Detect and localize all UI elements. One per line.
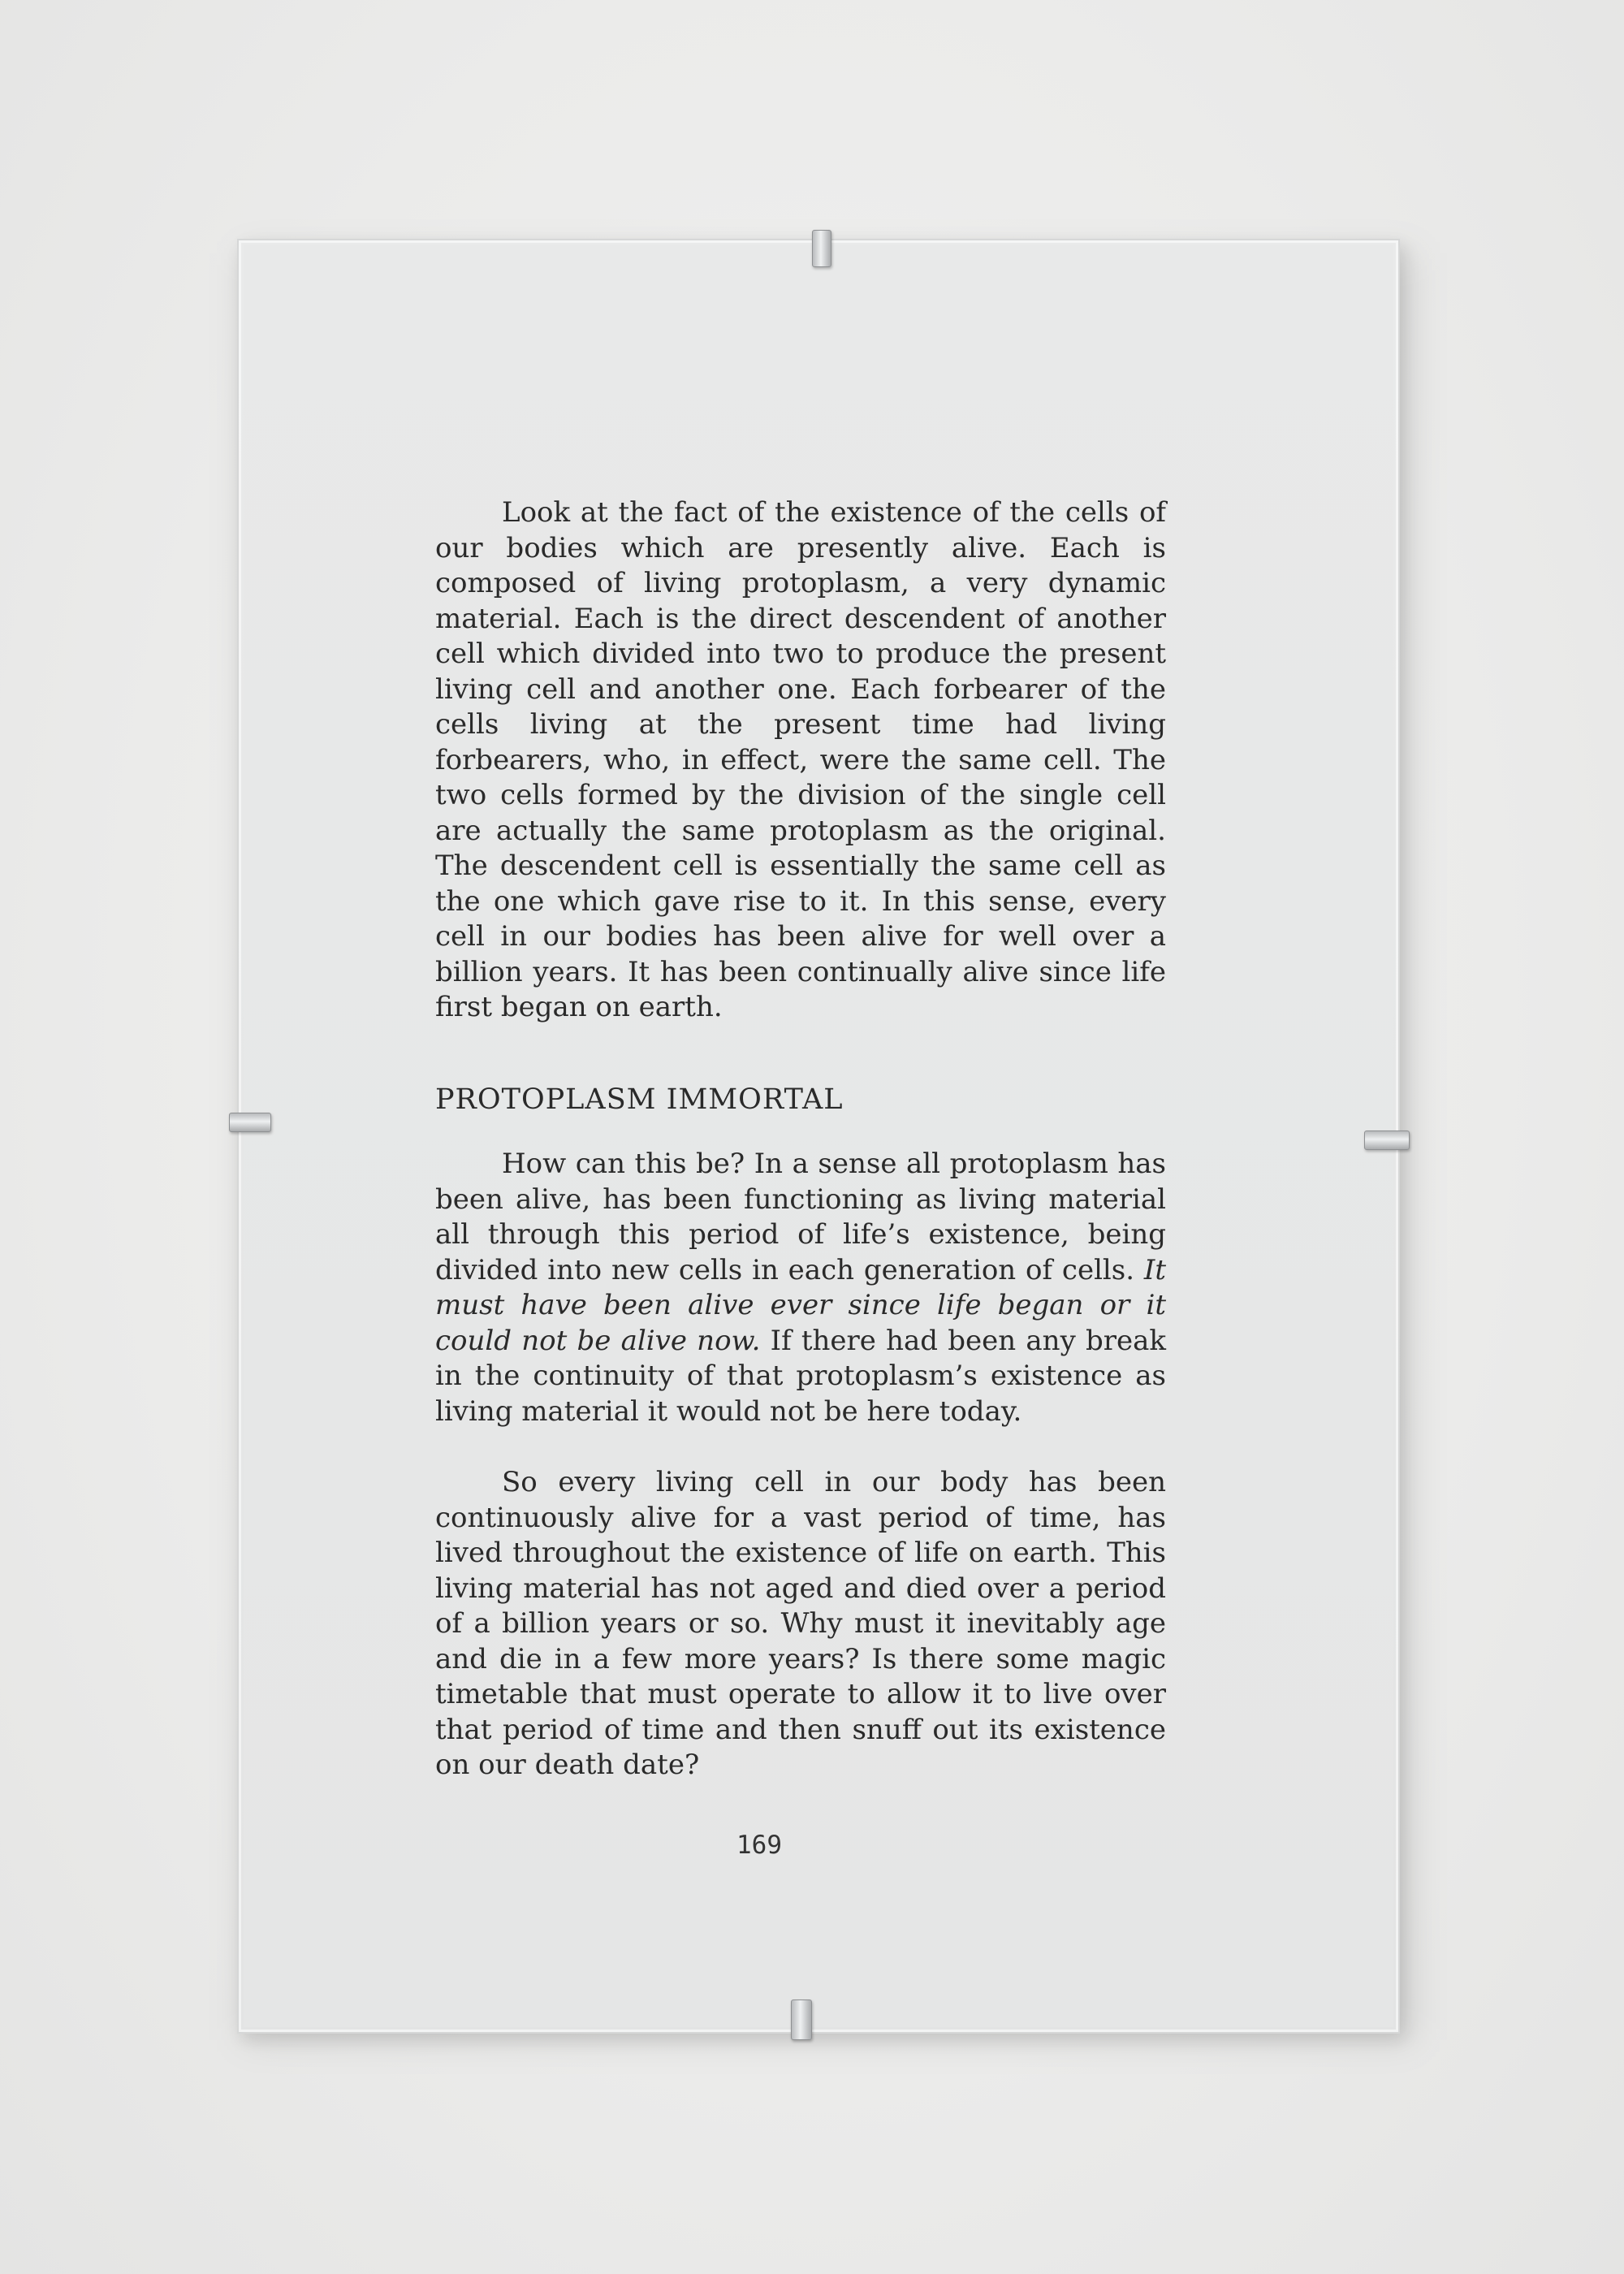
paragraph-2-end: If there had been any break in the continuity of that protoplasm’s existence as living material it would not be here today.: [435, 1324, 1166, 1428]
frame-clip-left: [229, 1113, 271, 1132]
section-heading: PROTOPLASM IMMORTAL: [435, 1083, 844, 1116]
frame-clip-right: [1364, 1131, 1410, 1150]
page-text: [435, 495, 1166, 1783]
frame-clip-top: [812, 230, 831, 267]
paragraph-2-italic: It must have been alive ever since life began or it could not be alive now.: [435, 1253, 1166, 1357]
page-number: 169: [736, 1831, 782, 1860]
frame-clip-bottom: [791, 1999, 812, 2040]
paragraph-2: [435, 1147, 1166, 1429]
paragraph-1: Look at the fact of the existence of the cells of our bodies which are presently alive. Each is composed of living protoplasm, a very dynamic material. Each is the direct descendent of another cell which divided into two to produce the present living cell and another one. Each forbearer of the cells living at the present time had living forbearers, who, in effect, were the same cell. The two cells formed by the division of the single cell are actually the same protoplasm as the original. The descendent cell is essentially the same cell as the one which gave rise to it. In this sense, every cell in our bodies has been alive for well over a billion years. It has been continually alive since life first began on earth.: [435, 496, 1166, 1023]
paragraph-3: So every living cell in our body has been continuously alive for a vast period of time, has lived throughout the existence of life on earth. This living material has not aged and died over a period of a billion years or so. Why must it inevitably age and die in a few more years? Is there some magic timetable that must operate to allow it to live over that period of time and then snuff out its existence on our death date?: [435, 1466, 1166, 1781]
paragraph-2-start: How can this be? In a sense all protoplasm has been alive, has been functioning as living material all through this period of life’s existence, being divided into new cells in each generation of cells.: [435, 1148, 1166, 1286]
